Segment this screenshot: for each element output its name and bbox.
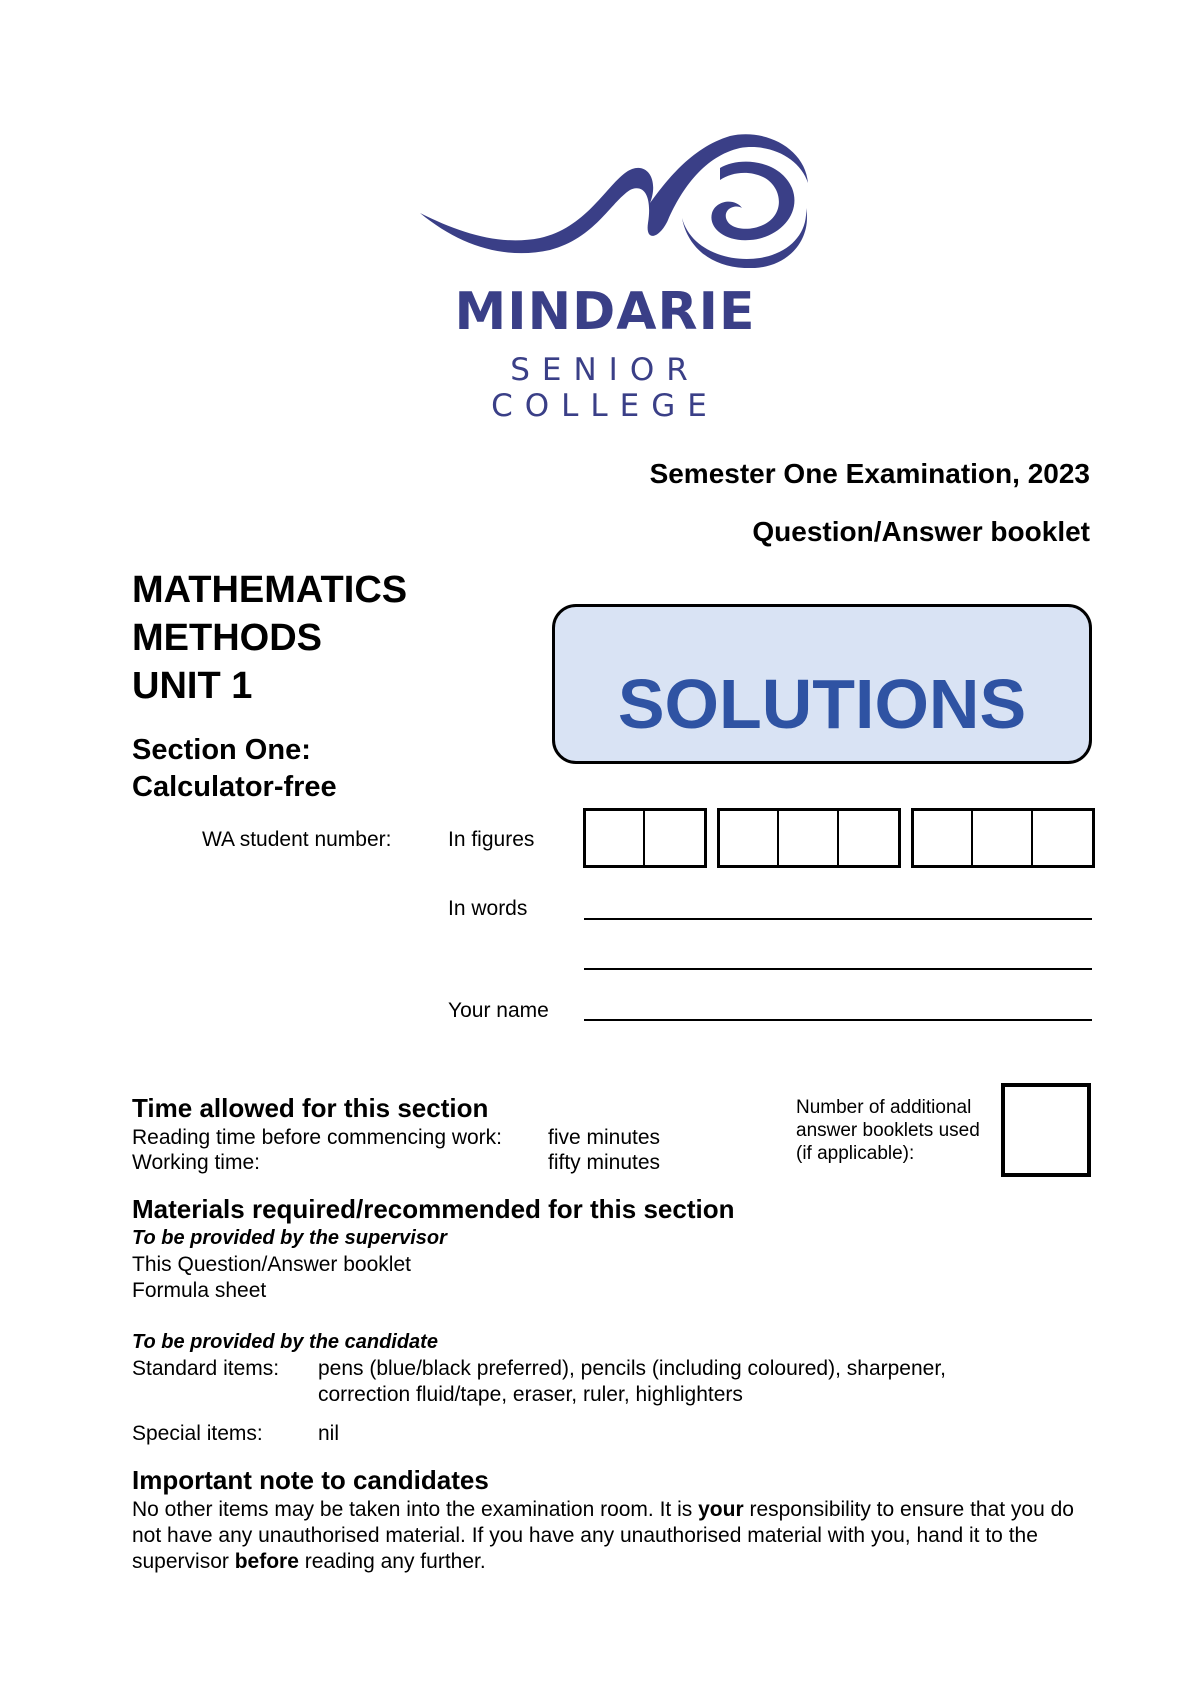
- subject-line-2: METHODS: [132, 617, 322, 659]
- in-words-line-1[interactable]: [584, 918, 1092, 920]
- student-number-digit-box[interactable]: [586, 811, 645, 865]
- standard-items-value-line-2: correction fluid/tape, eraser, ruler, highlighters: [318, 1383, 743, 1406]
- note-part-3: reading any further.: [298, 1550, 486, 1573]
- in-words-line-2[interactable]: [584, 968, 1092, 970]
- special-items-label: Special items:: [132, 1422, 263, 1445]
- note-part-2: responsibility to ensure that you do not have any unauthorised material. If you have any unauthorised material with you, hand it to the supervisor: [132, 1498, 1074, 1573]
- college-logo-name: MINDARIE: [454, 282, 756, 342]
- solutions-banner-text: SOLUTIONS: [617, 665, 1027, 743]
- supervisor-provided-heading: To be provided by the supervisor: [132, 1227, 447, 1249]
- section-subtitle: Calculator-free: [132, 771, 337, 803]
- subject-line-3: UNIT 1: [132, 665, 253, 707]
- student-number-group-3: [911, 808, 1095, 868]
- important-note-text: [132, 1497, 1102, 1575]
- exam-title: Semester One Examination, 2023: [649, 458, 1090, 489]
- student-number-digit-box[interactable]: [973, 811, 1032, 865]
- student-number-digit-box[interactable]: [779, 811, 838, 865]
- your-name-label: Your name: [448, 999, 549, 1022]
- student-number-group-2: [717, 808, 901, 868]
- your-name-line[interactable]: [584, 1019, 1092, 1021]
- in-figures-label: In figures: [448, 828, 535, 851]
- important-note-heading: Important note to candidates: [132, 1465, 489, 1495]
- college-logo-wave: [420, 128, 810, 268]
- student-number-group-1: [583, 808, 707, 868]
- in-words-label: In words: [448, 897, 528, 920]
- time-allowed-heading: Time allowed for this section: [132, 1093, 489, 1123]
- subject-line-1: MATHEMATICS: [132, 569, 408, 611]
- reading-time-label: Reading time before commencing work:: [132, 1126, 503, 1149]
- college-logo-subtitle: SENIOR COLLEGE: [491, 352, 719, 424]
- student-number-digit-box[interactable]: [914, 811, 973, 865]
- student-number-digit-box[interactable]: [1033, 811, 1092, 865]
- working-time-label: Working time:: [132, 1151, 260, 1174]
- working-time-value: fifty minutes: [548, 1151, 661, 1174]
- note-emphasis-before: before: [234, 1550, 299, 1573]
- student-number-digit-box[interactable]: [720, 811, 779, 865]
- booklet-type: Question/Answer booklet: [752, 516, 1090, 547]
- wa-student-number-label: WA student number:: [202, 828, 392, 851]
- additional-booklets-box[interactable]: [1001, 1083, 1091, 1177]
- student-number-digit-box[interactable]: [839, 811, 898, 865]
- section-title: Section One:: [132, 734, 311, 766]
- note-part-1: No other items may be taken into the examination room. It is: [132, 1498, 699, 1521]
- candidate-provided-heading: To be provided by the candidate: [132, 1331, 438, 1353]
- supervisor-item: This Question/Answer booklet: [132, 1253, 411, 1276]
- note-emphasis-your: your: [698, 1498, 744, 1521]
- standard-items-label: Standard items:: [132, 1357, 280, 1380]
- materials-heading: Materials required/recommended for this section: [132, 1194, 735, 1224]
- additional-booklets-label: Number of additional answer booklets used (if applicable):: [796, 1097, 980, 1164]
- standard-items-value-line-1: pens (blue/black preferred), pencils (including coloured), sharpener,: [318, 1357, 947, 1380]
- special-items-value: nil: [318, 1422, 340, 1445]
- supervisor-item: Formula sheet: [132, 1279, 267, 1302]
- student-number-digit-box[interactable]: [645, 811, 704, 865]
- reading-time-value: five minutes: [548, 1126, 661, 1149]
